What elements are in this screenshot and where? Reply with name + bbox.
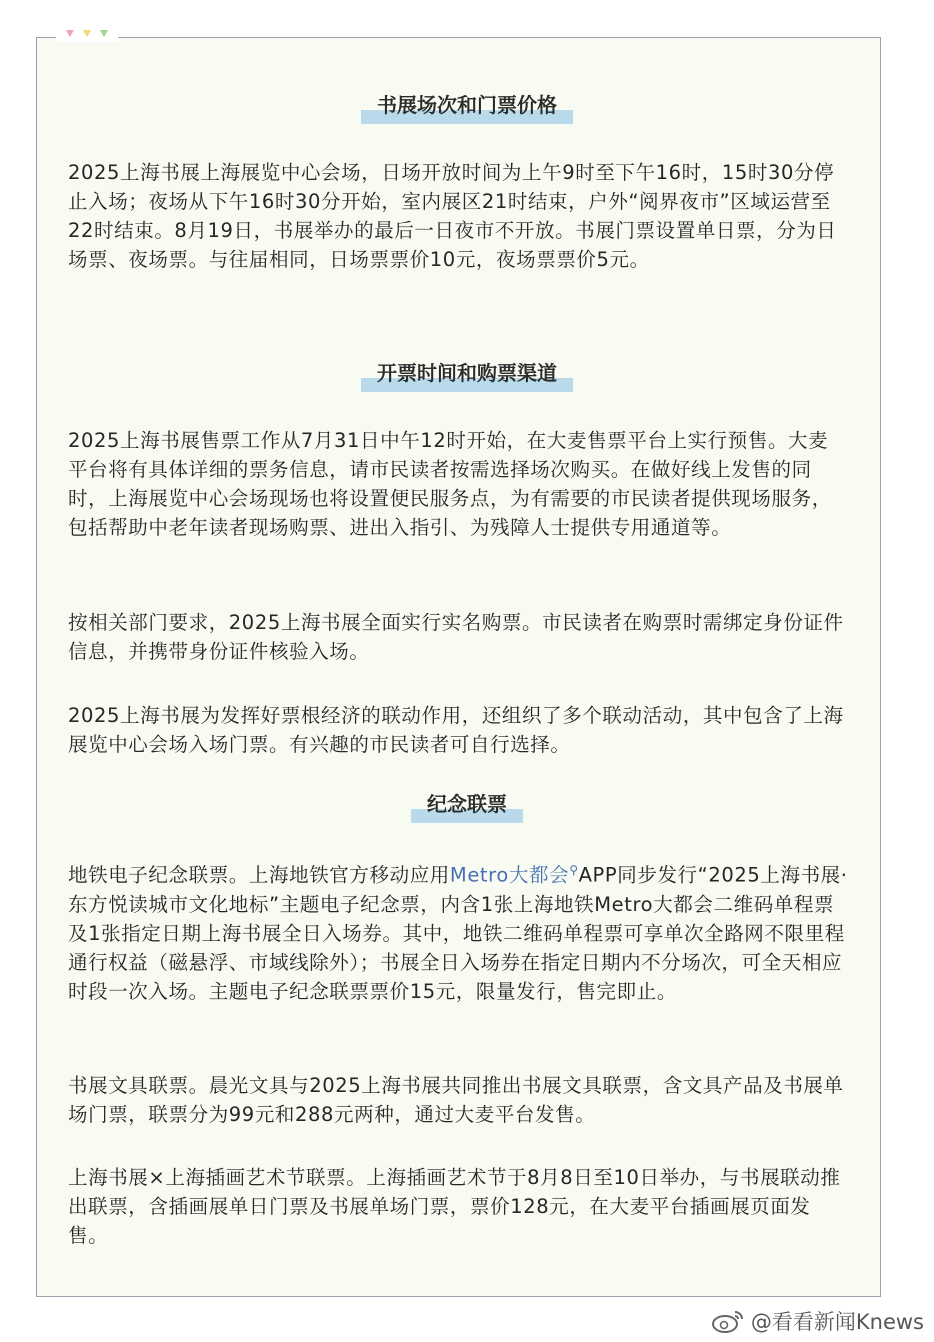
watermark-text: @看看新闻Knews [750,1310,924,1334]
metro-text-before: 地铁电子纪念联票。上海地铁官方移动应用 [68,863,450,887]
metro-text-after: APP同步发行“2025上海书展·东方悦读城市文化地标”主题电子纪念票，内含1张上海地铁Metro大都会二维码单程票及1张指定日期上海书展全日入场券。其中，地铁二维码单程票可享单次全路网不限里程通行权益（磁悬浮、市域线除外）；书展全日入场券在指定日期内不分场次，可全天相应时段一次入场。主题电子纪念联票票价15元，限量发行，售完即止。 [68,863,848,1003]
search-icon[interactable]: ⚲ [569,863,579,877]
paragraph-illustration-ticket: 上海书展×上海插画艺术节联票。上海插画艺术节于8月8日至10日举办，与书展联动推出联票，含插画展单日门票及书展单场门票，票价128元，在大麦平台插画展页面发售。 [68,1166,841,1247]
heading-text: 纪念联票 [427,792,507,816]
pink-triangle-icon [66,30,74,37]
heading-text: 开票时间和购票渠道 [377,361,557,385]
paragraph-metro-ticket [68,856,848,1006]
section-heading-schedule [0,92,934,118]
paragraph-presale: 2025上海书展售票工作从7月31日中午12时开始，在大麦售票平台上实行预售。大麦平台将有具体详细的票务信息，请市民读者按需选择场次购买。在做好线上发售的同时，上海展览中心会场现场也将设置便民服务点，为有需要的市民读者提供现场服务，包括帮助中老年读者现场购票、进出入指引、为残障人士提供专用通道等。 [68,429,832,539]
watermark [711,1306,924,1336]
paragraph-stationery-ticket: 书展文具联票。晨光文具与2025上海书展共同推出书展文具联票，含文具产品及书展单场门票，联票分为99元和288元两种，通过大麦平台发售。 [68,1074,844,1126]
weibo-logo-icon [711,1308,745,1334]
section-heading-combo-tickets [0,791,934,817]
paragraph-schedule: 2025上海书展上海展览中心会场，日场开放时间为上午9时至下午16时，15时30分停止入场；夜场从下午16时30分开始，室内展区21时结束，户外“阅界夜市”区域运营至22时结束。8月19日，书展举办的最后一日夜市不开放。书展门票设置单日票，分为日场票、夜场票。与往届相同，日场票票价10元，夜场票票价5元。 [68,161,837,271]
yellow-triangle-icon [83,30,91,37]
paragraph-linkage: 2025上海书展为发挥好票根经济的联动作用，还组织了多个联动活动，其中包含了上海展览中心会场入场门票。有兴趣的市民读者可自行选择。 [68,704,844,756]
green-triangle-icon [100,30,108,37]
section-heading-ticketing [0,360,934,386]
heading-text: 书展场次和门票价格 [377,93,557,117]
metro-app-link[interactable]: Metro大都会 [449,863,570,887]
paragraph-realname: 按相关部门要求，2025上海书展全面实行实名购票。市民读者在购票时需绑定身份证件信息，并携带身份证件核验入场。 [68,611,844,663]
